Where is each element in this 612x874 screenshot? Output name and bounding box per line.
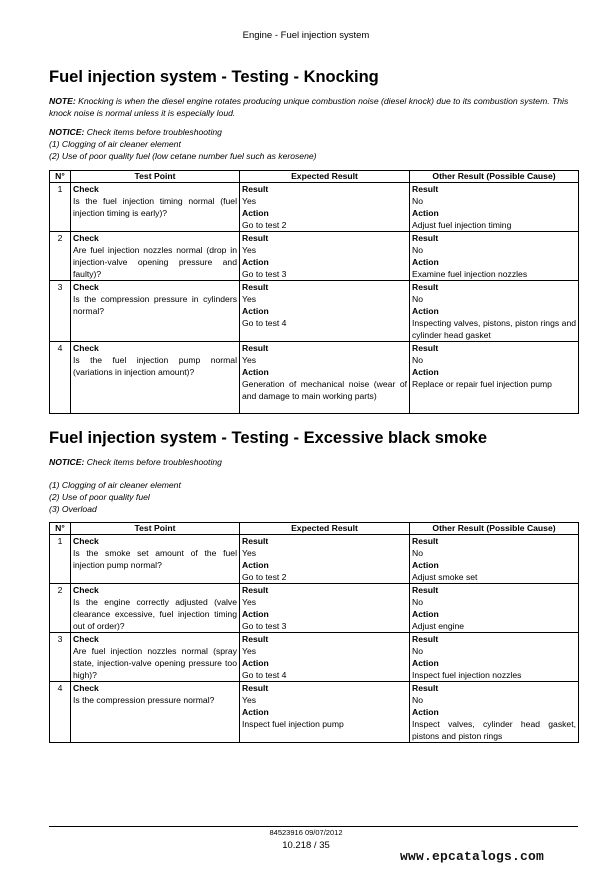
result-label: Result (242, 683, 269, 693)
row-number: 2 (50, 584, 71, 633)
action-label: Action (412, 707, 439, 717)
row-number: 3 (50, 633, 71, 682)
action-text: Go to test 4 (242, 670, 287, 680)
test-point-cell (71, 682, 240, 743)
result-value: No (412, 245, 423, 255)
table-row (50, 342, 579, 414)
black-smoke-table (49, 522, 579, 743)
action-label: Action (412, 609, 439, 619)
result-value: Yes (242, 355, 257, 365)
notice-knocking (49, 126, 581, 162)
result-value: No (412, 294, 423, 304)
test-text: Is the fuel injection pump normal (variations in injection amount)? (73, 355, 237, 377)
table-row (50, 232, 579, 281)
row-number: 3 (50, 281, 71, 342)
action-text: Adjust fuel injection timing (412, 220, 512, 230)
action-label: Action (242, 306, 269, 316)
test-text: Is the compression pressure in cylinders normal? (73, 294, 237, 316)
col-header-other: Other Result (Possible Cause) (410, 523, 579, 535)
result-value: No (412, 695, 423, 705)
action-label: Action (242, 208, 269, 218)
notice-item: (2) Use of poor quality fuel (49, 492, 150, 502)
running-header: Engine - Fuel injection system (242, 30, 370, 41)
note-label: NOTE: (49, 96, 76, 106)
test-point-cell (71, 633, 240, 682)
expected-cell (240, 535, 410, 584)
result-value: No (412, 597, 423, 607)
action-text: Inspect fuel injection pump (242, 719, 344, 729)
result-label: Result (412, 282, 439, 292)
expected-cell (240, 342, 410, 414)
note-knocking (49, 95, 581, 119)
col-header-expected: Expected Result (240, 523, 410, 535)
row-number: 1 (50, 183, 71, 232)
check-label: Check (73, 184, 99, 194)
other-cell (410, 535, 579, 584)
knocking-table (49, 170, 579, 414)
check-label: Check (73, 343, 99, 353)
other-cell (410, 584, 579, 633)
section-title-black-smoke: Fuel injection system - Testing - Excessive black smoke (49, 429, 488, 447)
action-label: Action (412, 658, 439, 668)
notice-items-black-smoke (49, 479, 581, 515)
action-label: Action (242, 707, 269, 717)
test-text: Is the compression pressure normal? (73, 695, 215, 705)
test-point-cell (71, 183, 240, 232)
result-value: Yes (242, 294, 257, 304)
table-row (50, 633, 579, 682)
action-label: Action (242, 609, 269, 619)
action-text: Adjust smoke set (412, 572, 478, 582)
action-label: Action (242, 658, 269, 668)
result-label: Result (412, 683, 439, 693)
section-title-knocking: Fuel injection system - Testing - Knocking (49, 68, 379, 86)
notice-text: Check items before troubleshooting (86, 127, 222, 137)
result-label: Result (242, 233, 269, 243)
test-point-cell (71, 535, 240, 584)
result-label: Result (412, 634, 439, 644)
test-text: Is the smoke set amount of the fuel injection pump normal? (73, 548, 237, 570)
result-label: Result (412, 184, 439, 194)
note-text: Knocking is when the diesel engine rotates producing unique combustion noise (diesel knock) due to its combustion system. This knock noise is normal unless it is especially loud. (49, 96, 569, 118)
action-label: Action (242, 560, 269, 570)
footer-rule (49, 826, 578, 827)
result-value: No (412, 196, 423, 206)
action-text: Adjust engine (412, 621, 465, 631)
test-text: Are fuel injection nozzles normal (drop in injection-valve opening pressure and faulty)? (73, 245, 237, 279)
result-label: Result (412, 233, 439, 243)
result-value: Yes (242, 597, 257, 607)
row-number: 4 (50, 682, 71, 743)
notice-black-smoke (49, 456, 581, 468)
result-label: Result (412, 585, 439, 595)
action-text: Go to test 2 (242, 572, 287, 582)
result-label: Result (242, 343, 269, 353)
test-text: Is the fuel injection timing normal (fuel injection timing is early)? (73, 196, 237, 218)
action-label: Action (412, 257, 439, 267)
col-header-number: N° (50, 171, 71, 183)
action-text: Inspecting valves, pistons, piston rings and cylinder head gasket (412, 318, 576, 340)
action-text: Go to test 2 (242, 220, 287, 230)
table-header-row (50, 171, 579, 183)
result-label: Result (242, 536, 269, 546)
document-id: 84523916 09/07/2012 (269, 828, 343, 837)
other-cell (410, 682, 579, 743)
result-value: No (412, 548, 423, 558)
action-text: Examine fuel injection nozzles (412, 269, 528, 279)
row-number: 2 (50, 232, 71, 281)
notice-item: (3) Overload (49, 504, 97, 514)
action-label: Action (242, 257, 269, 267)
result-value: Yes (242, 548, 257, 558)
check-label: Check (73, 634, 99, 644)
other-cell (410, 232, 579, 281)
check-label: Check (73, 536, 99, 546)
result-label: Result (412, 536, 439, 546)
col-header-test-point: Test Point (71, 523, 240, 535)
table-row (50, 584, 579, 633)
col-header-test-point: Test Point (71, 171, 240, 183)
result-label: Result (242, 634, 269, 644)
result-label: Result (242, 184, 269, 194)
action-text: Inspect fuel injection nozzles (412, 670, 522, 680)
action-text: Go to test 3 (242, 269, 287, 279)
check-label: Check (73, 233, 99, 243)
col-header-number: N° (50, 523, 71, 535)
notice-item: (1) Clogging of air cleaner element (49, 139, 181, 149)
expected-cell (240, 682, 410, 743)
check-label: Check (73, 282, 99, 292)
page-number: 10.218 / 35 (282, 840, 330, 851)
other-cell (410, 281, 579, 342)
expected-cell (240, 183, 410, 232)
notice-item: (2) Use of poor quality fuel (low cetane number fuel such as kerosene) (49, 151, 317, 161)
other-cell (410, 183, 579, 232)
result-value: No (412, 355, 423, 365)
result-value: Yes (242, 196, 257, 206)
test-point-cell (71, 232, 240, 281)
test-point-cell (71, 584, 240, 633)
action-text: Go to test 3 (242, 621, 287, 631)
action-text: Replace or repair fuel injection pump (412, 379, 552, 389)
check-label: Check (73, 683, 99, 693)
test-point-cell (71, 342, 240, 414)
table-row (50, 682, 579, 743)
col-header-expected: Expected Result (240, 171, 410, 183)
action-label: Action (412, 560, 439, 570)
watermark-url: www.epcatalogs.com (400, 849, 545, 864)
notice-label: NOTICE: (49, 127, 85, 137)
test-point-cell (71, 281, 240, 342)
result-label: Result (412, 343, 439, 353)
test-text: Are fuel injection nozzles normal (spray state, injection-valve opening pressure too high)? (73, 646, 237, 680)
result-label: Result (242, 585, 269, 595)
other-cell (410, 342, 579, 414)
result-value: No (412, 646, 423, 656)
result-value: Yes (242, 695, 257, 705)
check-label: Check (73, 585, 99, 595)
action-text: Inspect valves, cylinder head gasket, pistons and piston rings (412, 719, 576, 741)
expected-cell (240, 584, 410, 633)
result-label: Result (242, 282, 269, 292)
table-row (50, 183, 579, 232)
expected-cell (240, 281, 410, 342)
expected-cell (240, 232, 410, 281)
test-text: Is the engine correctly adjusted (valve clearance excessive, fuel injection timing out of order)? (73, 597, 237, 631)
row-number: 4 (50, 342, 71, 414)
row-number: 1 (50, 535, 71, 584)
action-label: Action (412, 367, 439, 377)
col-header-other: Other Result (Possible Cause) (410, 171, 579, 183)
table-row (50, 281, 579, 342)
table-header-row (50, 523, 579, 535)
expected-cell (240, 633, 410, 682)
notice-label: NOTICE: (49, 457, 85, 467)
notice-text: Check items before troubleshooting (86, 457, 222, 467)
action-label: Action (412, 306, 439, 316)
notice-item: (1) Clogging of air cleaner element (49, 480, 181, 490)
table-row (50, 535, 579, 584)
result-value: Yes (242, 245, 257, 255)
action-text: Go to test 4 (242, 318, 287, 328)
other-cell (410, 633, 579, 682)
action-label: Action (412, 208, 439, 218)
result-value: Yes (242, 646, 257, 656)
action-text: Generation of mechanical noise (wear of and damage to main working parts) (242, 379, 407, 401)
action-label: Action (242, 367, 269, 377)
